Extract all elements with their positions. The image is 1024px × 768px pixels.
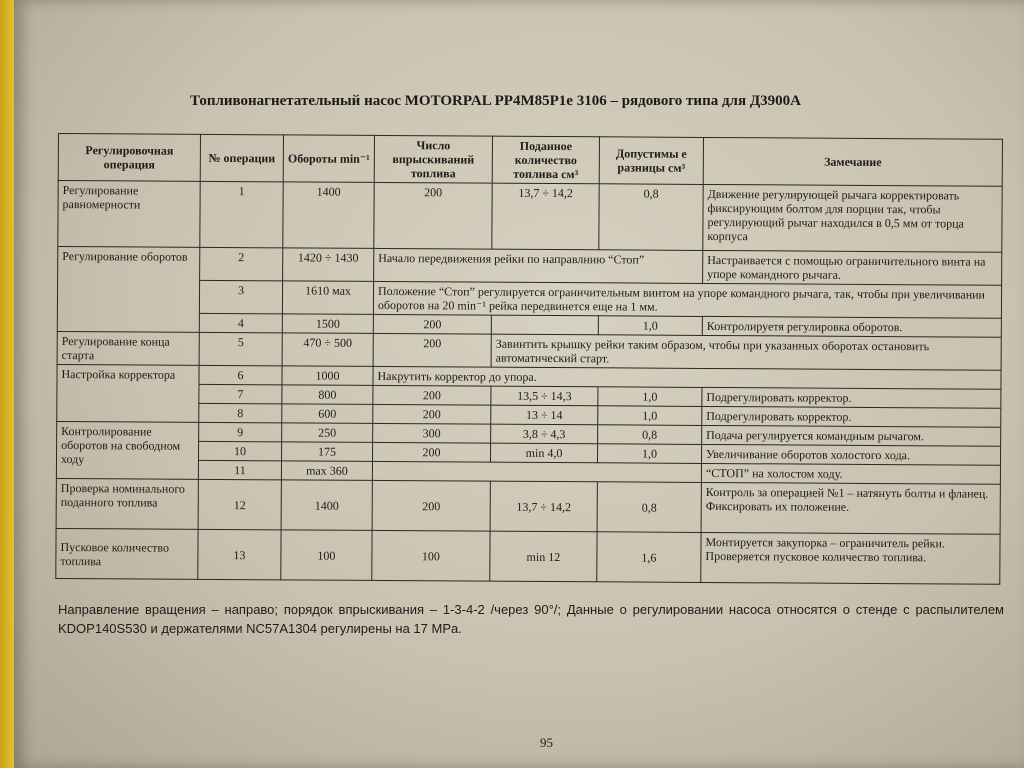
cell-instruction: Начало передвижения рейки по направлнию “Стоп” bbox=[374, 248, 703, 283]
cell-number: 6 bbox=[199, 365, 282, 385]
cell-injections: 100 bbox=[372, 530, 490, 581]
cell-operation: Настройка корректора bbox=[57, 364, 199, 422]
cell-rpm: 1400 bbox=[281, 480, 372, 531]
cell-number: 4 bbox=[199, 313, 282, 333]
cell-rpm: max 360 bbox=[281, 461, 372, 481]
cell-remark: Подача регулируется командным рычагом. bbox=[702, 425, 1001, 446]
cell-difference: 1,6 bbox=[597, 532, 701, 583]
cell-difference: 1,0 bbox=[598, 406, 702, 426]
cell-quantity: 13,5 ÷ 14,3 bbox=[491, 386, 598, 406]
cell-rpm: 1420 ÷ 1430 bbox=[283, 248, 374, 282]
footnote: Направление вращения – направо; порядок впрыскивания – 1-3-4-2 /через 90°/; Данные о регулировании насоса относятся о стенде с распылителем KDOP140S530 и держателями NC57A1304 регулирены на 17 MPa. bbox=[58, 602, 1004, 636]
cell-number: 7 bbox=[199, 384, 282, 404]
cell-injections: 200 bbox=[372, 480, 490, 531]
cell-remark: Увеличивание оборотов холостого хода. bbox=[701, 444, 1000, 465]
cell-operation: Проверка номинального поданного топлива bbox=[56, 478, 198, 529]
table-header-row bbox=[58, 134, 1002, 187]
cell-instruction: Накрутить корректор до упора. bbox=[373, 366, 1001, 389]
table-row bbox=[56, 528, 1000, 584]
cell-number: 10 bbox=[199, 441, 282, 461]
adjustment-table bbox=[55, 133, 1003, 585]
cell-difference: 1,0 bbox=[598, 316, 702, 336]
cell-injections: 200 bbox=[373, 314, 491, 334]
cell-rpm: 800 bbox=[282, 385, 373, 405]
cell-rpm: 250 bbox=[282, 423, 373, 443]
cell-quantity: min 12 bbox=[490, 531, 597, 582]
cell-remark: Монтируется закупорка – ограничитель рейки. Проверяется пусковое количество топлива. bbox=[701, 532, 1000, 584]
cell-quantity: 13 ÷ 14 bbox=[491, 405, 598, 425]
cell-operation: Регулирование оборотов bbox=[57, 247, 200, 333]
cell-operation: Пусковое количество топлива bbox=[56, 528, 198, 579]
cell-injections: 200 bbox=[373, 333, 491, 367]
cell-injections: 300 bbox=[373, 423, 491, 443]
header-number: № операции bbox=[200, 134, 283, 182]
table-row bbox=[56, 478, 1000, 534]
cell-rpm: 600 bbox=[282, 404, 373, 424]
cell-quantity: min 4,0 bbox=[490, 443, 597, 463]
header-remark: Замечание bbox=[703, 137, 1002, 186]
cell-rpm: 1000 bbox=[282, 366, 373, 386]
page-number: 95 bbox=[540, 735, 553, 750]
cell-number: 13 bbox=[198, 529, 281, 580]
page-title: Топливонагнетательный насос MOTORPAL PP4M85P1e 3106 – рядового типа для Д3900А bbox=[190, 93, 801, 109]
cell-number: 5 bbox=[199, 332, 282, 366]
cell-remark: Настраивается с помощью ограничительного винта на упоре командного рычага. bbox=[703, 250, 1002, 285]
header-rpm: Обороты min⁻¹ bbox=[283, 135, 374, 183]
cell-rpm: 175 bbox=[282, 442, 373, 462]
cell-difference: 0,8 bbox=[598, 425, 702, 445]
header-quantity: Поданное количество топлива см³ bbox=[492, 136, 599, 184]
cell-quantity: 3,8 ÷ 4,3 bbox=[491, 424, 598, 444]
cell-operation: Регулирование конца старта bbox=[57, 331, 199, 365]
cell-instruction: Завинтить крышку рейки таким образом, чтобы при указанных оборотах остановить автоматический старт. bbox=[491, 334, 1001, 370]
cell-number: 9 bbox=[199, 422, 282, 442]
cell-operation: Регулирование равномерности bbox=[58, 181, 200, 248]
cell-number: 2 bbox=[200, 247, 283, 281]
cell-remark: Подрегулировать корректор. bbox=[702, 406, 1001, 427]
cell-instruction: Положение “Стоп” регулируется ограничительным винтом на упоре командного рычага, так, чтобы при увеличивании оборотов на 20 min⁻¹ рейка передвинется еще на 1 мм. bbox=[373, 281, 1001, 318]
cell-quantity: 13,7 ÷ 14,2 bbox=[492, 183, 599, 250]
header-operation: Регулировочная операция bbox=[58, 134, 200, 182]
cell-number: 3 bbox=[199, 280, 282, 314]
cell-quantity: 13,7 ÷ 14,2 bbox=[490, 481, 597, 532]
cell-difference: 0,8 bbox=[597, 482, 701, 533]
cell-rpm: 470 ÷ 500 bbox=[282, 333, 373, 367]
cell-operation: Контролирование оборотов на свободном ходу bbox=[56, 421, 198, 479]
cell-rpm: 1400 bbox=[283, 182, 374, 249]
cell-remark: “СТОП” на холостом ходу. bbox=[701, 463, 1000, 484]
cell-rpm: 100 bbox=[281, 530, 372, 581]
cell-number: 11 bbox=[198, 460, 281, 480]
cell-number: 8 bbox=[199, 403, 282, 423]
cell-number: 1 bbox=[200, 181, 283, 248]
cell-remark: Подрегулировать корректор. bbox=[702, 387, 1001, 408]
cell-remark: Движение регулирующей рычага корректировать фиксирующим болтом для порции так, чтобы регулирующий рычаг находился в 0,5 мм от торца корпуса bbox=[703, 184, 1002, 252]
header-injections: Число впрыскиваний топлива bbox=[374, 135, 492, 183]
cell-injections: 200 bbox=[373, 404, 491, 424]
cell-injections: 200 bbox=[374, 182, 492, 249]
cell-difference: 0,8 bbox=[599, 184, 703, 251]
cell-number: 12 bbox=[198, 479, 281, 530]
cell-difference: 1,0 bbox=[598, 387, 702, 407]
cell-rpm: 1500 bbox=[282, 314, 373, 334]
cell-rpm: 1610 мах bbox=[282, 281, 373, 315]
cell-empty bbox=[372, 461, 701, 482]
cell-remark: Контролируетя регулировка оборотов. bbox=[702, 316, 1001, 337]
header-difference: Допустимы е разницы см³ bbox=[599, 137, 703, 185]
table-row bbox=[58, 181, 1002, 253]
cell-difference: 1,0 bbox=[597, 444, 701, 464]
cell-remark: Контроль за операцией №1 – натянуть болты и фланец. Фиксировать их положение. bbox=[701, 482, 1000, 534]
cell-quantity bbox=[491, 315, 598, 335]
cell-injections: 200 bbox=[373, 385, 491, 405]
cell-injections: 200 bbox=[372, 442, 490, 462]
